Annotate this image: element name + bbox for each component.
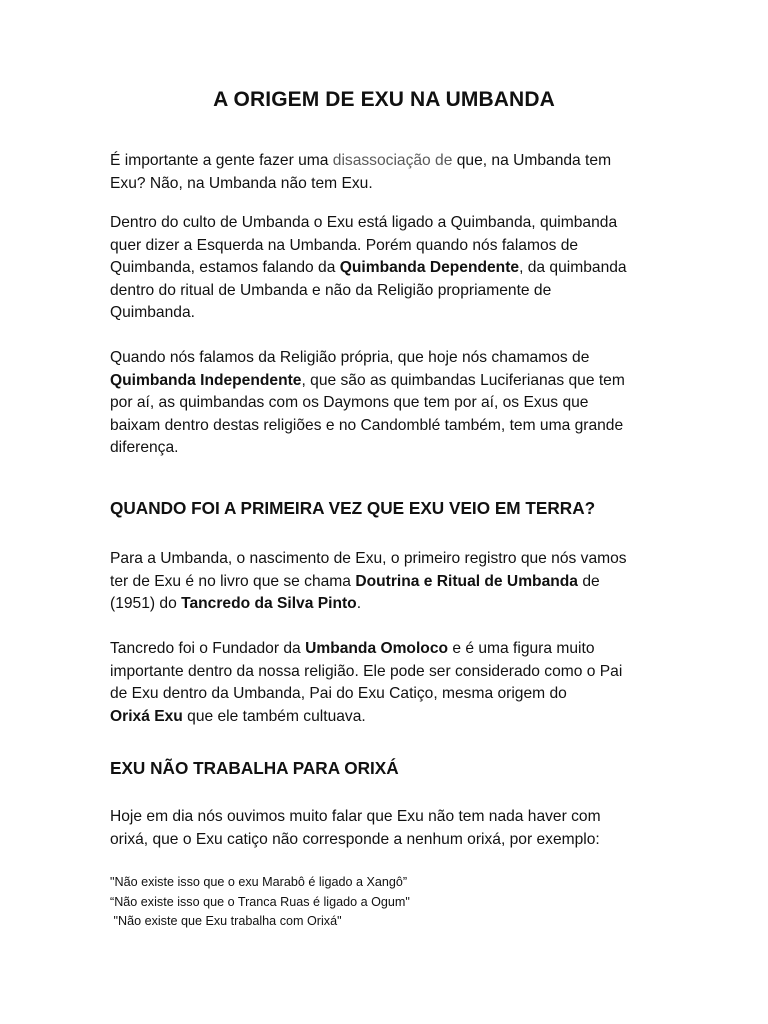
text-line: baixam dentro destas religiões e no Candomblé também, tem uma grande [110, 416, 624, 434]
quote-line: "Não existe isso que o exu Marabô é ligado a Xangô” [110, 875, 408, 889]
text-line: Quimbanda. [110, 304, 195, 321]
text-line: por aí, as quimbandas com os Daymons que tem por aí, os Exus que [110, 394, 589, 411]
quote-line: "Não existe que Exu trabalha com Orixá" [110, 914, 342, 928]
bold-term: Orixá Exu [110, 707, 183, 725]
text-line: Hoje em dia nós ouvimos muito falar que Exu não tem nada haver com [110, 808, 601, 825]
document-title: A ORIGEM DE EXU NA UMBANDA [213, 88, 555, 111]
text-line: dentro do ritual de Umbanda e não da Religião propriamente de [110, 281, 552, 299]
section-heading-exu-nao-trabalha: EXU NÃO TRABALHA PARA ORIXÁ [110, 758, 399, 778]
paragraph-tancredo [110, 638, 670, 728]
text-line: Quimbanda, estamos falando da Quimbanda Dependente, da quimbanda [110, 259, 627, 276]
paragraph-quimbanda-independente [110, 347, 670, 460]
bold-term: Tancredo da Silva Pinto [181, 595, 357, 612]
text-line: Tancredo foi o Fundador da Umbanda Omoloco e é uma figura muito [110, 640, 595, 657]
text-line: Quimbanda Independente, que são as quimbandas Luciferianas que tem [110, 371, 625, 389]
text-line: Quando nós falamos da Religião própria, que hoje nós chamamos de [110, 349, 590, 366]
paragraph-intro [110, 150, 670, 195]
text-line: Orixá Exu que ele também cultuava. [110, 707, 366, 725]
paragraph-quimbanda-dependente [110, 212, 670, 325]
paragraph-intro-line-1: É importante a gente fazer uma disassociação de que, na Umbanda tem [110, 152, 612, 169]
text-line: orixá, que o Exu catiço não corresponde a nenhum orixá, por exemplo: [110, 830, 600, 848]
bold-term: Quimbanda Independente [110, 371, 302, 389]
quote-line: “Não existe isso que o Tranca Ruas é ligado a Ogum" [110, 894, 410, 909]
quotes-list [110, 873, 670, 932]
paragraph-hoje-em-dia [110, 806, 670, 851]
text-line: ter de Exu é no livro que se chama Doutrina e Ritual de Umbanda de [110, 572, 600, 590]
section-heading-primeira-vez: QUANDO FOI A PRIMEIRA VEZ QUE EXU VEIO EM TERRA? [110, 498, 596, 518]
text-line: Dentro do culto de Umbanda o Exu está ligado a Quimbanda, quimbanda [110, 214, 618, 231]
bold-term: Umbanda Omoloco [305, 640, 449, 657]
text-line: importante dentro da nossa religião. Ele pode ser considerado como o Pai [110, 662, 623, 680]
text-line: quer dizer a Esquerda na Umbanda. Porém quando nós falamos de [110, 236, 579, 254]
text-line: (1951) do Tancredo da Silva Pinto. [110, 595, 362, 612]
bold-term: Doutrina e Ritual de Umbanda [355, 572, 578, 590]
text-line: de Exu dentro da Umbanda, Pai do Exu Catiço, mesma origem do [110, 685, 567, 702]
text-line: diferença. [110, 439, 179, 456]
bold-term: Quimbanda Dependente [339, 259, 520, 276]
highlighted-phrase: disassociação de [332, 152, 453, 169]
text-line: Para a Umbanda, o nascimento de Exu, o primeiro registro que nós vamos [110, 550, 627, 567]
paragraph-nascimento-exu [110, 548, 670, 616]
paragraph-intro-line-2: Exu? Não, na Umbanda não tem Exu. [110, 174, 373, 192]
